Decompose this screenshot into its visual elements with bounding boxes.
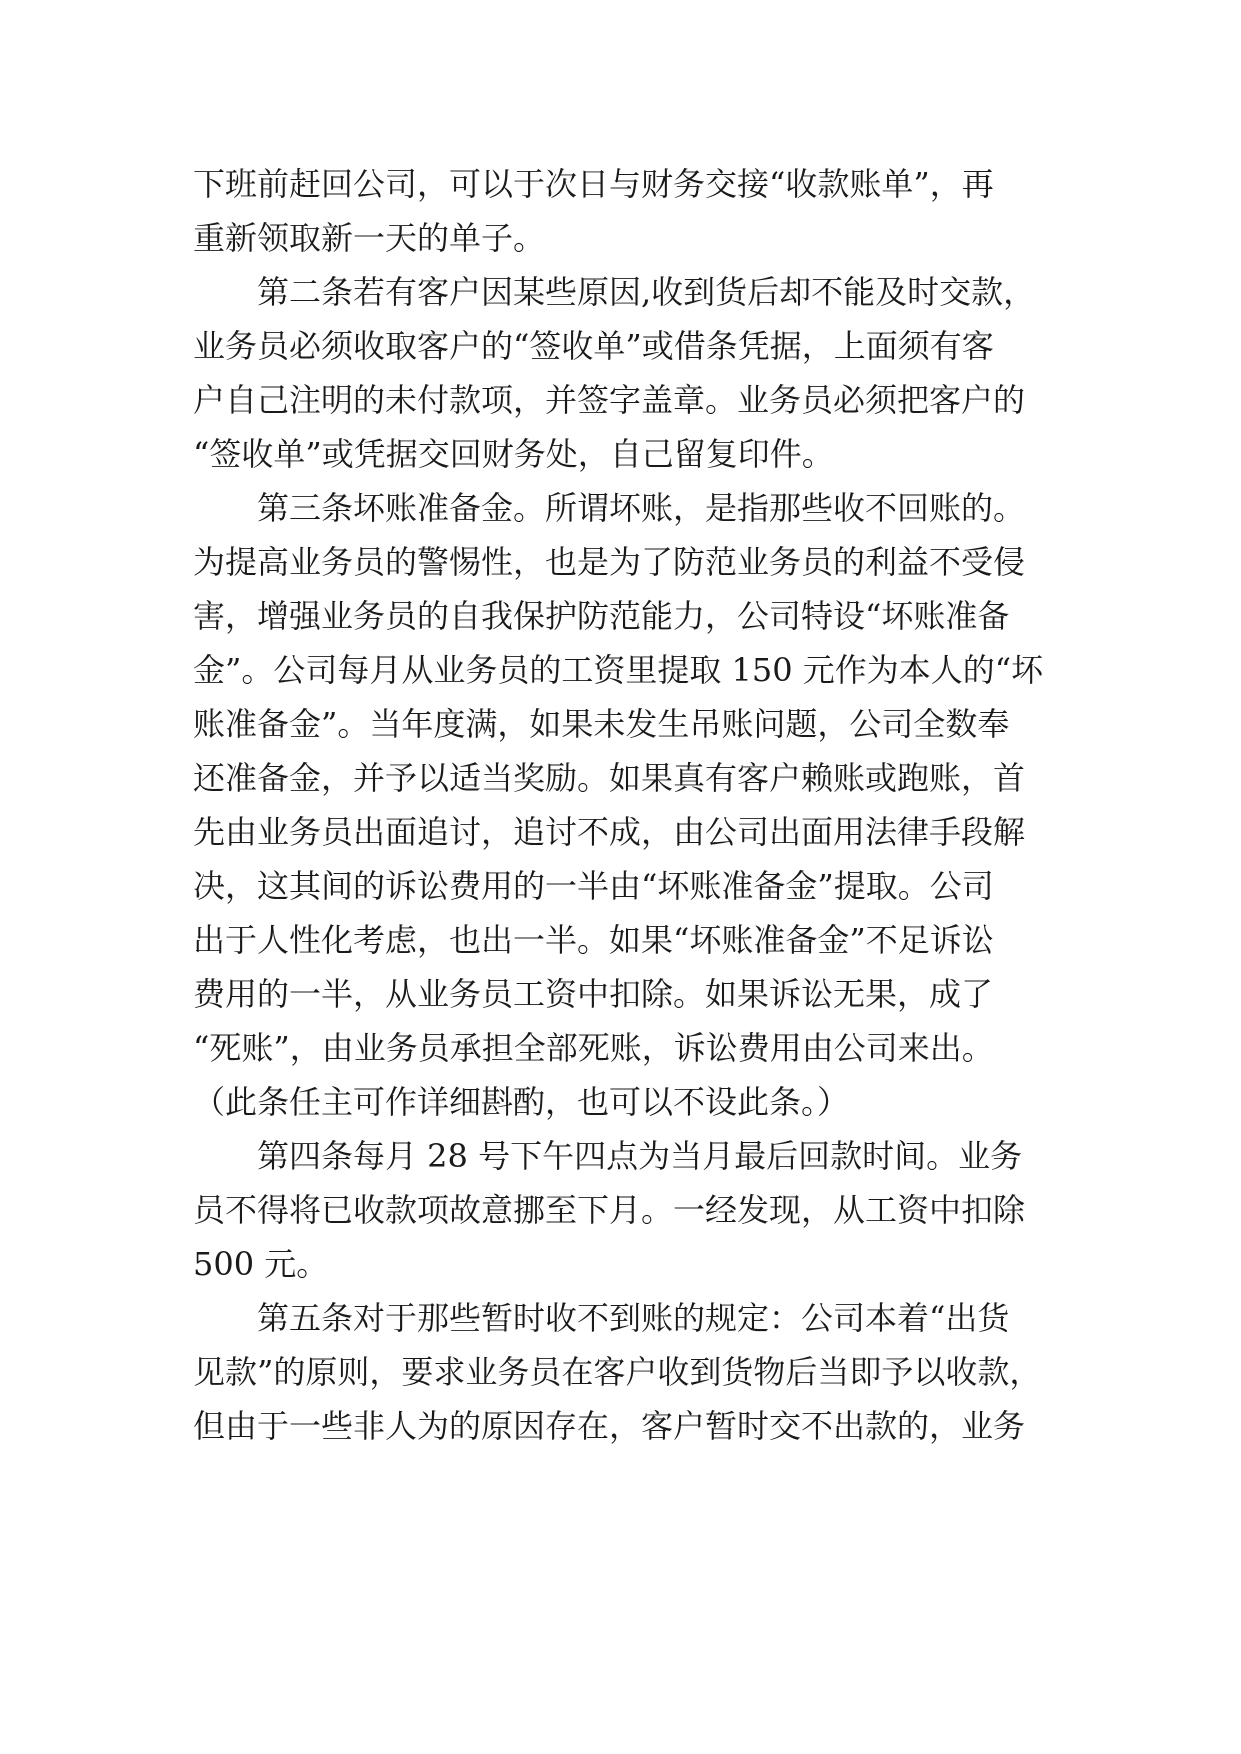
- text-line: “签收单”或凭据交回财务处，自己留复印件。: [193, 435, 834, 473]
- text-line: 500 元。: [193, 1245, 329, 1283]
- text-line: “死账”，由业务员承担全部死账，诉讼费用由公司来出。: [193, 1029, 994, 1067]
- text-line: 先由业务员出面追讨，追讨不成，由公司出面用法律手段解: [193, 813, 1026, 851]
- text-line: 户自己注明的未付款项，并签字盖章。业务员必须把客户的: [193, 381, 1026, 419]
- text-line: 为提高业务员的警惕性，也是为了防范业务员的利益不受侵: [193, 543, 1026, 581]
- article-3-heading-line: 第三条坏账准备金。所谓坏账，是指那些收不回账的。: [257, 489, 1026, 527]
- text-line: 费用的一半，从业务员工资中扣除。如果诉讼无果，成了: [193, 975, 994, 1013]
- text-line: 下班前赶回公司，可以于次日与财务交接“收款账单”，再: [193, 165, 994, 203]
- text-line: 员不得将已收款项故意挪至下月。一经发现，从工资中扣除: [193, 1191, 1026, 1229]
- article-2-heading-line: 第二条若有客户因某些原因,收到货后却不能及时交款，: [257, 273, 1036, 311]
- text-line: （此条任主可作详细斟酌，也可以不设此条。）: [193, 1083, 850, 1121]
- article-5-heading-line: 第五条对于那些暂时收不到账的规定：公司本着“出货: [257, 1299, 1010, 1337]
- text-line: 但由于一些非人为的原因存在，客户暂时交不出款的，业务: [193, 1407, 1026, 1445]
- text-line: 账准备金”。当年度满，如果未发生吊账问题，公司全数奉: [193, 705, 1010, 743]
- article-4-heading-line: 第四条每月 28 号下午四点为当月最后回款时间。业务: [257, 1137, 1023, 1175]
- text-line: 害，增强业务员的自我保护防范能力，公司特设“坏账准备: [193, 597, 1010, 635]
- text-line: 重新领取新一天的单子。: [193, 219, 546, 257]
- text-line: 业务员必须收取客户的“签收单”或借条凭据，上面须有客: [193, 327, 994, 365]
- text-line: 见款”的原则，要求业务员在客户收到货物后当即予以收款，: [193, 1353, 1042, 1391]
- text-line: 出于人性化考虑，也出一半。如果“坏账准备金”不足诉讼: [193, 921, 994, 959]
- text-line: 决，这其间的诉讼费用的一半由“坏账准备金”提取。公司: [193, 867, 994, 905]
- text-line: 金”。公司每月从业务员的工资里提取 150 元作为本人的“坏: [193, 651, 1044, 689]
- text-line: 还准备金，并予以适当奖励。如果真有客户赖账或跑账，首: [193, 759, 1026, 797]
